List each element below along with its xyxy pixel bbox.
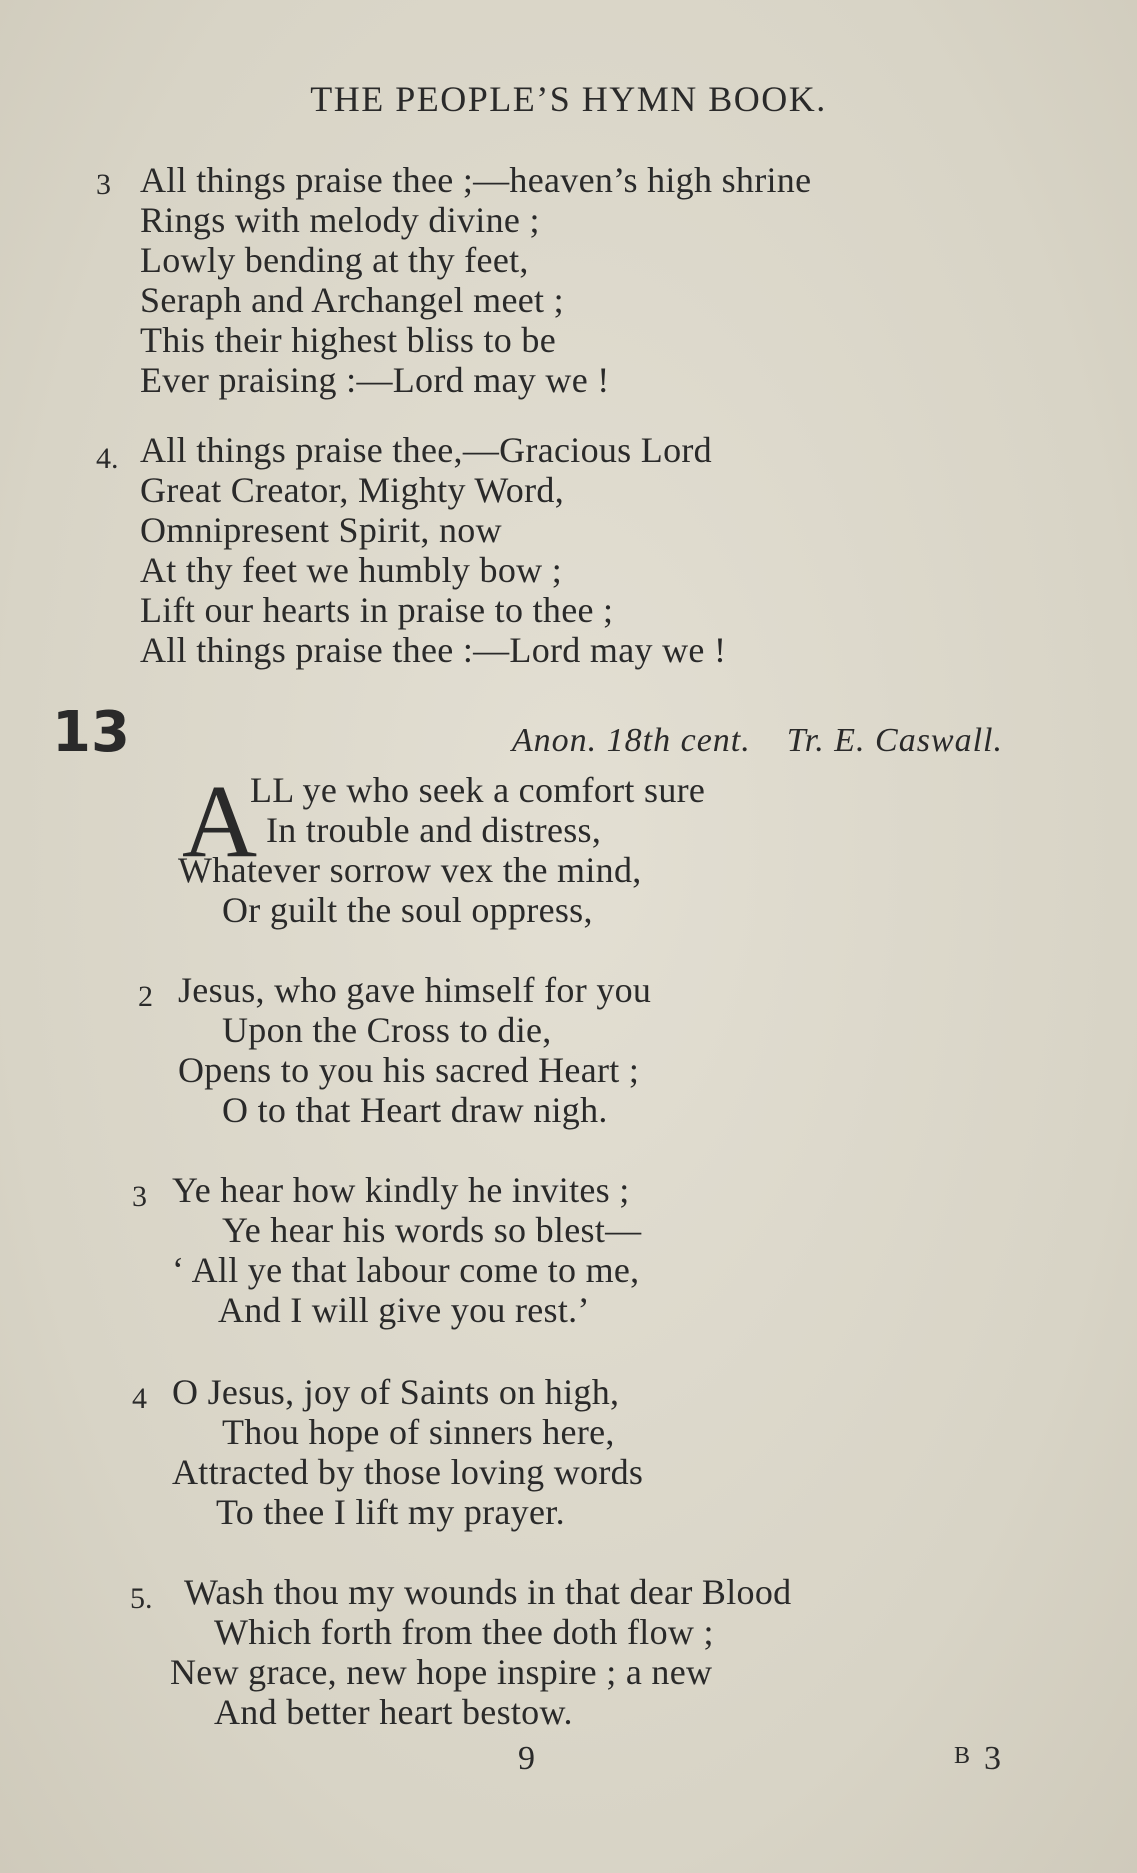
verse-line: Seraph and Archangel meet ; (140, 280, 564, 320)
verse-line: Or guilt the soul oppress, (222, 890, 593, 930)
verse-number: 5. (130, 1582, 153, 1615)
verse-line: Thou hope of sinners here, (222, 1412, 615, 1452)
verse-line: Upon the Cross to die, (222, 1010, 552, 1050)
verse-line: Whatever sorrow vex the mind, (178, 850, 642, 890)
verse-line: Opens to you his sacred Heart ; (178, 1050, 640, 1090)
verse-number: 4 (132, 1382, 147, 1415)
verse-line: All things praise thee :—Lord may we ! (140, 630, 727, 670)
verse-number: 3 (132, 1180, 147, 1213)
verse-line: Wash thou my wounds in that dear Blood (184, 1572, 792, 1612)
verse-line: O Jesus, joy of Saints on high, (172, 1372, 620, 1412)
running-header: THE PEOPLE’S HYMN BOOK. (310, 79, 827, 119)
verse-line: To thee I lift my prayer. (216, 1492, 565, 1532)
verse-line: And better heart bestow. (214, 1692, 573, 1732)
hymn-author: Anon. 18th cent. (511, 722, 751, 759)
verse-number: 2 (138, 980, 153, 1013)
hymn-attribution (512, 722, 1003, 760)
verse-line: LL ye who seek a comfort sure (250, 770, 706, 810)
verse-line: And I will give you rest.’ (218, 1290, 590, 1330)
verse-line: Great Creator, Mighty Word, (140, 470, 564, 510)
verse-line: In trouble and distress, (266, 810, 602, 850)
verse-line: Lift our hearts in praise to thee ; (140, 590, 614, 630)
verse-line: Ever praising :—Lord may we ! (140, 360, 610, 400)
page-number: 9 (518, 1740, 535, 1777)
verse-line: Ye hear his words so blest— (222, 1210, 642, 1250)
verse-line: At thy feet we humbly bow ; (140, 550, 563, 590)
verse-line: Lowly bending at thy feet, (140, 240, 529, 280)
verse-number: 3 (96, 168, 111, 201)
verse-line: All things praise thee ;—heaven’s high shrine (140, 160, 812, 200)
verse-line: Attracted by those loving words (172, 1452, 644, 1492)
hymn-translator: Tr. E. Caswall. (786, 722, 1003, 759)
signature-number: 3 (984, 1740, 1002, 1777)
drop-cap: A (182, 764, 258, 879)
verse-line: Rings with melody divine ; (140, 200, 540, 240)
verse-line: This their highest bliss to be (140, 320, 556, 360)
verse-line: O to that Heart draw nigh. (222, 1090, 608, 1130)
verse-line: Jesus, who gave himself for you (178, 970, 652, 1010)
verse-line: Omnipresent Spirit, now (140, 510, 502, 550)
verse-line: New grace, new hope inspire ; a new (170, 1652, 713, 1692)
verse-line: All things praise thee,—Gracious Lord (140, 430, 712, 470)
printer-signature (954, 1740, 1001, 1778)
verse-line: Ye hear how kindly he invites ; (172, 1170, 630, 1210)
hymn-number: 13 (52, 700, 130, 765)
signature-letter: B (954, 1743, 971, 1769)
verse-line: Which forth from thee doth flow ; (214, 1612, 714, 1652)
verse-line: ‘ All ye that labour come to me, (172, 1250, 640, 1290)
verse-number: 4. (96, 442, 119, 475)
